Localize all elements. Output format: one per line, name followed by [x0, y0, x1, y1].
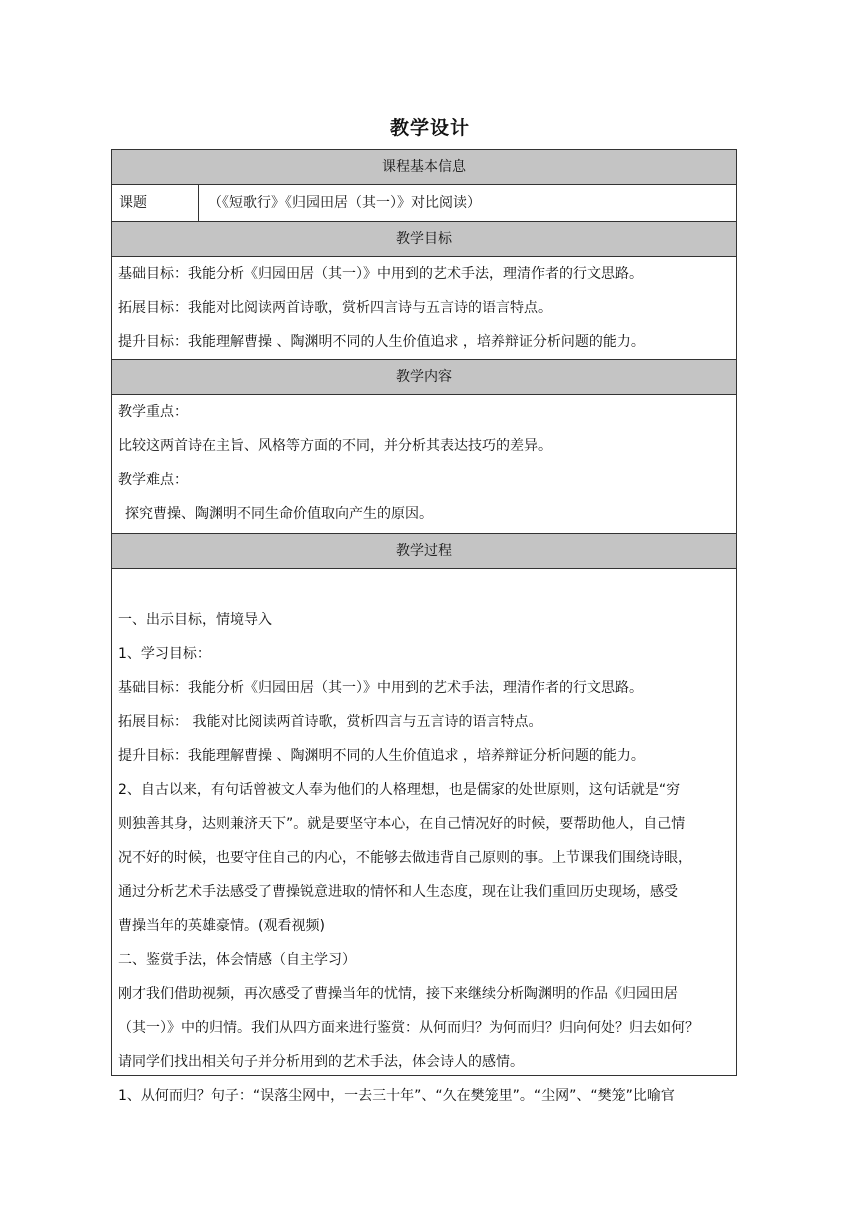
topic-label: 课题 — [112, 185, 199, 221]
process-line: 二、鉴赏手法，体会情感（自主学习） — [118, 952, 356, 968]
key-point-label: 教学重点： — [118, 404, 188, 420]
section-header-objectives: 教学目标 — [112, 222, 736, 257]
process-line: 基础目标：我能分析《归园田居（其一）》中用到的艺术手法，理清作者的行文思路。 — [118, 680, 643, 696]
process-line: 2、自古以来，有句话曾被文人奉为他们的人格理想，也是儒家的处世原则，这句话就是“穷 — [118, 782, 681, 798]
difficult-point-label: 教学难点： — [118, 472, 188, 488]
process-line: 况不好的时候，也要守住自己的内心，不能够去做违背自己原则的事。上节课我们围绕诗眼， — [118, 850, 692, 866]
process-line: 刚才我们借助视频，再次感受了曹操当年的忧情，接下来继续分析陶渊明的作品《归园田居 — [118, 986, 678, 1002]
process-line: 则独善其身，达则兼济天下”。就是要坚守本心，在自己情况好的时候，要帮助他人，自己情 — [118, 816, 686, 832]
objective-extended: 拓展目标：我能对比阅读两首诗歌，赏析四言诗与五言诗的语言特点。 — [118, 300, 552, 316]
section-header-content: 教学内容 — [112, 360, 736, 395]
objective-advanced: 提升目标：我能理解曹操 、陶渊明不同的人生价值追求 ，培养辩证分析问题的能力。 — [118, 334, 645, 350]
section-header-basic-info: 课程基本信息 — [112, 150, 736, 185]
process-block — [112, 569, 736, 1104]
process-line: 通过分析艺术手法感受了曹操锐意进取的情怀和人生态度，现在让我们重回历史现场，感受 — [118, 884, 678, 900]
process-line: 提升目标：我能理解曹操 、陶渊明不同的人生价值追求 ，培养辩证分析问题的能力。 — [118, 748, 645, 764]
process-line: 一、出示目标，情境导入 — [118, 612, 272, 628]
process-line: 请同学们找出相关句子并分析用到的艺术手法，体会诗人的感情。 — [118, 1054, 524, 1070]
process-line: 曹操当年的英雄豪情。(观看视频) — [118, 918, 325, 934]
process-line: 1、从何而归？句子：“误落尘网中，一去三十年”、“久在樊笼里”。“尘网”、“樊笼”比喻官 — [118, 1088, 675, 1104]
topic-value: （《短歌行》《归园田居（其一）》对比阅读） — [208, 195, 481, 211]
section-header-process: 教学过程 — [112, 534, 736, 569]
content-block — [112, 395, 736, 534]
process-line: （其一）》中的归情。我们从四方面来进行鉴赏：从何而归？为何而归？归向何处？归去如何？ — [118, 1020, 699, 1036]
objective-basic: 基础目标：我能分析《归园田居（其一）》中用到的艺术手法，理清作者的行文思路。 — [118, 266, 643, 282]
lesson-plan-table — [111, 149, 737, 1104]
process-line: 拓展目标： 我能对比阅读两首诗歌，赏析四言与五言诗的语言特点。 — [118, 714, 543, 730]
page-title: 教学设计 — [389, 117, 470, 139]
key-point-text: 比较这两首诗在主旨、风格等方面的不同，并分析其表达技巧的差异。 — [118, 438, 552, 454]
objectives-block — [112, 257, 736, 360]
difficult-point-text: 探究曹操、陶渊明不同生命价值取向产生的原因。 — [125, 506, 433, 522]
process-line: 1、学习目标： — [118, 646, 211, 662]
topic-row — [112, 185, 736, 222]
